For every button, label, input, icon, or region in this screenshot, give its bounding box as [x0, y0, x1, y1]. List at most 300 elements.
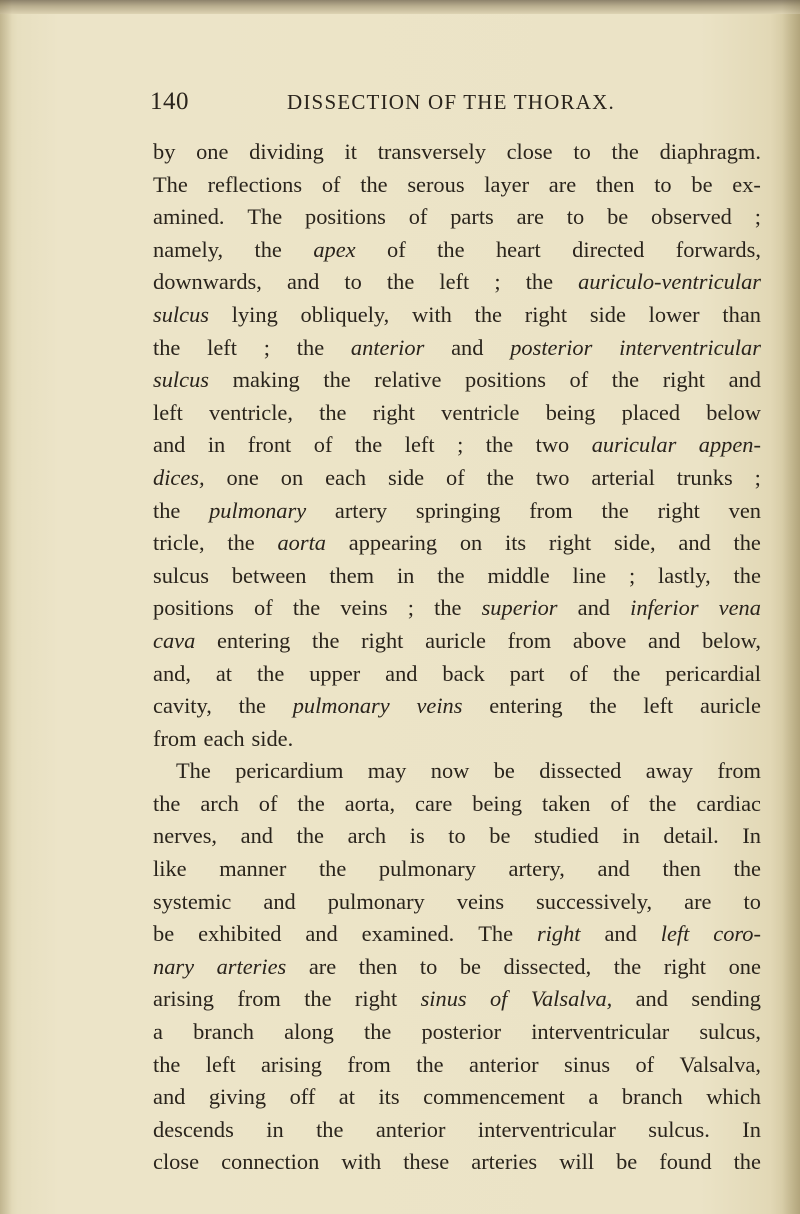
- word: positions: [465, 367, 546, 393]
- word: its: [378, 1084, 400, 1110]
- word: the: [601, 497, 629, 523]
- word: the: [364, 1019, 392, 1045]
- word: the: [733, 856, 761, 882]
- word: ventricle,: [209, 399, 293, 425]
- word: to: [419, 953, 438, 979]
- word: the: [434, 595, 462, 621]
- word: middle: [487, 562, 550, 588]
- word: the: [354, 432, 383, 458]
- word: its: [504, 530, 527, 556]
- word: upper: [309, 660, 361, 686]
- word: and: [451, 334, 484, 360]
- word: pulmonary: [378, 856, 476, 882]
- word: close: [506, 139, 553, 164]
- word: which: [706, 1084, 761, 1110]
- word: ;: [628, 562, 636, 588]
- word: right: [662, 367, 705, 393]
- word: close: [153, 1149, 200, 1175]
- word: to: [344, 269, 362, 295]
- text-line: [153, 820, 761, 853]
- word: branch: [193, 1019, 254, 1045]
- word: and: [678, 530, 711, 556]
- text-line: [153, 462, 761, 495]
- word: The: [176, 758, 211, 784]
- text-line: [153, 983, 761, 1016]
- word: found: [659, 1149, 712, 1175]
- word: being: [545, 399, 596, 425]
- word: and: [153, 1084, 186, 1110]
- italic-word: coro-: [713, 921, 761, 947]
- word: directed: [572, 236, 645, 262]
- word: anterior: [469, 1051, 539, 1077]
- word: the: [437, 236, 465, 262]
- word: positions: [153, 595, 234, 621]
- word: artery: [334, 497, 388, 523]
- word: and: [263, 888, 296, 914]
- word: the: [485, 432, 514, 458]
- word: the: [312, 627, 340, 653]
- italic-word: sinus: [420, 986, 467, 1012]
- word: the: [297, 790, 325, 816]
- word: dividing: [249, 139, 324, 164]
- text-line: [153, 755, 761, 788]
- word: ventricle: [441, 399, 520, 425]
- word: studied: [534, 823, 599, 849]
- word: a: [588, 1084, 599, 1110]
- word: making: [232, 367, 300, 393]
- word: Valsalva,: [679, 1051, 761, 1077]
- italic-word: dices,: [153, 464, 205, 490]
- text-line: [153, 201, 761, 234]
- italic-word: of: [489, 986, 508, 1012]
- word: lower: [648, 301, 700, 327]
- word: anterior: [375, 1116, 446, 1142]
- word: branch: [621, 1084, 683, 1110]
- text-line: [153, 918, 761, 951]
- word: be: [691, 171, 713, 197]
- word: forwards,: [675, 236, 761, 262]
- word: of: [313, 432, 333, 458]
- italic-word: veins: [416, 693, 463, 719]
- word: the: [611, 367, 640, 393]
- word: entering: [216, 627, 291, 653]
- word: at: [338, 1084, 355, 1110]
- word: arteries: [471, 1149, 538, 1175]
- word: ;: [754, 204, 761, 230]
- word: ;: [754, 464, 761, 490]
- word: be: [616, 1149, 638, 1175]
- page-title: DISSECTION OF THE THORAX.: [287, 90, 615, 114]
- word: one: [226, 464, 259, 490]
- word: are: [308, 953, 337, 979]
- text-line: [153, 592, 761, 625]
- word: and: [153, 432, 186, 458]
- word: a: [153, 1019, 163, 1045]
- word: artery,: [508, 856, 565, 882]
- word: and: [286, 269, 320, 295]
- word: away: [645, 758, 694, 784]
- text-line: [153, 723, 761, 756]
- word: arising: [260, 1051, 322, 1077]
- word: obliquely,: [300, 301, 390, 327]
- word: back: [442, 660, 485, 686]
- word: right: [548, 530, 592, 556]
- word: is: [409, 823, 425, 849]
- word: lastly,: [658, 562, 711, 588]
- italic-word: auriculo-ventricular: [578, 269, 761, 295]
- word: of: [446, 464, 465, 490]
- word: side: [589, 301, 626, 327]
- word: ven: [728, 497, 761, 523]
- italic-word: anterior: [350, 334, 425, 360]
- word: it: [344, 139, 357, 164]
- word: The: [153, 171, 188, 197]
- word: then: [595, 171, 635, 197]
- italic-word: Valsalva,: [530, 986, 613, 1012]
- word: serous: [407, 171, 465, 197]
- text-line: [153, 136, 761, 169]
- word: pericardial: [665, 660, 761, 686]
- word: and: [604, 921, 637, 947]
- text-line: [153, 495, 761, 528]
- word: The: [247, 204, 283, 230]
- word: veins: [340, 595, 388, 621]
- word: systemic: [153, 888, 232, 914]
- word: than: [722, 301, 761, 327]
- word: of: [610, 790, 630, 816]
- word: the: [319, 399, 347, 425]
- word: the: [733, 530, 761, 556]
- word: the: [611, 139, 639, 164]
- word: auricle: [425, 627, 486, 653]
- word: arch: [347, 823, 387, 849]
- word: taken: [541, 790, 591, 816]
- word: in: [207, 432, 226, 458]
- word: will: [559, 1149, 595, 1175]
- word: positions: [305, 204, 386, 230]
- text-line: [153, 625, 761, 658]
- word: and: [577, 595, 610, 621]
- word: sulcus.: [648, 1116, 710, 1142]
- word: front: [247, 432, 292, 458]
- word: one: [728, 953, 761, 979]
- italic-word: cava: [153, 627, 196, 653]
- word: be: [459, 953, 481, 979]
- text-line: [153, 886, 761, 919]
- word: pericardium: [235, 758, 344, 784]
- word: of: [635, 1051, 655, 1077]
- word: from: [717, 758, 761, 784]
- word: layer: [484, 171, 530, 197]
- italic-word: apex: [313, 236, 356, 262]
- italic-word: left: [660, 921, 690, 947]
- word: downwards,: [153, 269, 262, 295]
- text-line: [153, 364, 761, 397]
- word: the: [153, 334, 181, 360]
- word: the: [589, 693, 617, 719]
- word: with: [341, 1149, 382, 1175]
- word: to: [448, 823, 466, 849]
- word: left: [439, 269, 470, 295]
- text-line: [153, 1146, 761, 1179]
- italic-word: posterior: [510, 334, 593, 360]
- word: interventricular: [477, 1116, 616, 1142]
- word: the: [416, 1051, 444, 1077]
- word: are: [516, 204, 544, 230]
- word: on: [459, 530, 483, 556]
- word: above: [572, 627, 627, 653]
- word: side.: [251, 725, 294, 751]
- word: two: [535, 432, 570, 458]
- word: like: [153, 856, 187, 882]
- word: the: [153, 497, 181, 523]
- word: right: [372, 399, 415, 425]
- word: descends: [153, 1116, 234, 1142]
- text-line: [153, 1049, 761, 1082]
- word: the: [304, 986, 332, 1012]
- word: commencement: [423, 1084, 565, 1110]
- word: to: [743, 888, 761, 914]
- word: auricle: [699, 693, 761, 719]
- word: observed: [651, 204, 732, 230]
- word: interventricular: [531, 1019, 670, 1045]
- word: from: [507, 627, 552, 653]
- word: placed: [621, 399, 681, 425]
- word: dissected: [539, 758, 622, 784]
- word: right: [361, 627, 404, 653]
- word: to: [654, 171, 672, 197]
- text-line: [153, 853, 761, 886]
- word: each: [203, 725, 245, 751]
- word: the: [153, 1051, 181, 1077]
- word: right: [524, 301, 568, 327]
- word: are: [684, 888, 712, 914]
- word: below: [706, 399, 761, 425]
- word: the: [323, 367, 351, 393]
- italic-word: inferior: [630, 595, 699, 621]
- text-line: [153, 1081, 761, 1114]
- italic-word: vena: [718, 595, 761, 621]
- word: left: [207, 334, 237, 360]
- word: the: [238, 693, 266, 719]
- italic-word: nary: [153, 953, 195, 979]
- word: the: [437, 562, 465, 588]
- text-line: [153, 234, 761, 267]
- text-line: [153, 1016, 761, 1049]
- word: diaphragm.: [659, 139, 761, 164]
- word: each: [325, 464, 367, 490]
- word: the: [360, 171, 388, 197]
- text-line: [153, 397, 761, 430]
- word: line: [572, 562, 607, 588]
- word: sulcus: [153, 562, 209, 588]
- word: cavity,: [153, 693, 212, 719]
- word: left: [404, 432, 435, 458]
- word: the: [296, 334, 325, 360]
- word: these: [403, 1149, 450, 1175]
- italic-word: sulcus: [153, 301, 209, 327]
- word: at: [215, 660, 233, 686]
- word: left: [153, 399, 183, 425]
- word: In: [742, 823, 761, 849]
- binding-shadow: [0, 0, 12, 1214]
- word: tricle,: [153, 530, 205, 556]
- word: the: [318, 856, 347, 882]
- word: posterior: [421, 1019, 502, 1045]
- word: sulcus,: [699, 1019, 761, 1045]
- word: with: [412, 301, 452, 327]
- word: sending: [691, 986, 761, 1012]
- word: transversely: [377, 139, 486, 164]
- word: the: [733, 562, 761, 588]
- body-text: [153, 136, 761, 1179]
- word: the: [649, 790, 677, 816]
- word: below,: [702, 627, 761, 653]
- text-line: [153, 788, 761, 821]
- word: detail.: [663, 823, 719, 849]
- word: the: [612, 660, 641, 686]
- word: entering: [489, 693, 563, 719]
- word: and: [648, 627, 681, 653]
- italic-word: pulmonary: [292, 693, 390, 719]
- word: left: [643, 693, 674, 719]
- italic-word: sulcus: [153, 367, 209, 393]
- word: The: [478, 921, 514, 947]
- text-line: [153, 560, 761, 593]
- word: manner: [219, 856, 287, 882]
- word: then: [358, 953, 398, 979]
- word: springing: [415, 497, 501, 523]
- word: connection: [221, 1149, 320, 1175]
- word: part: [509, 660, 545, 686]
- word: the: [316, 1116, 344, 1142]
- text-line: [153, 658, 761, 691]
- word: ;: [407, 595, 414, 621]
- word: the: [292, 595, 321, 621]
- word: be: [153, 921, 175, 947]
- word: and: [728, 367, 761, 393]
- italic-word: pulmonary: [209, 497, 307, 523]
- word: one: [196, 139, 229, 164]
- word: be: [489, 823, 511, 849]
- word: of: [569, 367, 589, 393]
- scan-top-edge: [0, 0, 800, 14]
- word: and: [305, 921, 338, 947]
- word: arch: [200, 790, 239, 816]
- word: and: [385, 660, 418, 686]
- word: arterial: [591, 464, 655, 490]
- word: of: [569, 660, 588, 686]
- word: ;: [494, 269, 501, 295]
- word: nerves,: [153, 823, 218, 849]
- text-line: [153, 332, 761, 365]
- word: giving: [208, 1084, 267, 1110]
- word: of: [258, 790, 278, 816]
- word: and,: [153, 660, 191, 686]
- text-line: [153, 266, 761, 299]
- word: two: [535, 464, 570, 490]
- word: from: [237, 986, 281, 1012]
- word: examined.: [361, 921, 455, 947]
- italic-word: right: [536, 921, 581, 947]
- word: ;: [457, 432, 464, 458]
- word: the: [254, 236, 282, 262]
- word: now: [430, 758, 470, 784]
- word: of: [321, 171, 341, 197]
- word: the: [153, 790, 181, 816]
- word: the: [386, 269, 415, 295]
- word: In: [742, 1116, 761, 1142]
- text-line: [153, 690, 761, 723]
- italic-word: arteries: [216, 953, 287, 979]
- word: the: [613, 953, 642, 979]
- word: heart: [495, 236, 541, 262]
- word: the: [525, 269, 554, 295]
- text-line: [153, 527, 761, 560]
- word: dissected,: [503, 953, 592, 979]
- page-edge-shadow: [782, 0, 800, 1214]
- word: namely,: [153, 236, 224, 262]
- word: left: [205, 1051, 236, 1077]
- word: of: [254, 595, 273, 621]
- word: to: [573, 139, 591, 164]
- word: aorta,: [344, 790, 396, 816]
- word: are: [548, 171, 577, 197]
- word: parts: [450, 204, 494, 230]
- word: along: [284, 1019, 334, 1045]
- word: between: [231, 562, 307, 588]
- word: be: [607, 204, 629, 230]
- word: the: [733, 1149, 761, 1175]
- word: sinus: [564, 1051, 611, 1077]
- word: the: [474, 301, 502, 327]
- text-line: [153, 169, 761, 202]
- italic-word: aorta: [277, 530, 327, 556]
- word: and: [240, 823, 273, 849]
- word: the: [296, 823, 324, 849]
- word: of: [408, 204, 428, 230]
- page-number: 140: [150, 88, 189, 115]
- word: right: [663, 953, 706, 979]
- word: cardiac: [696, 790, 761, 816]
- word: in: [622, 823, 640, 849]
- word: the: [486, 464, 514, 490]
- word: by: [153, 139, 176, 164]
- word: from: [529, 497, 573, 523]
- word: the: [227, 530, 255, 556]
- word: side: [388, 464, 425, 490]
- text-line: [153, 429, 761, 462]
- word: in: [396, 562, 415, 588]
- word: then: [662, 856, 702, 882]
- word: and: [635, 986, 668, 1012]
- text-line: [153, 299, 761, 332]
- word: right: [354, 986, 398, 1012]
- running-head: [150, 88, 770, 118]
- word: from: [347, 1051, 391, 1077]
- word: and: [597, 856, 630, 882]
- word: ;: [263, 334, 270, 360]
- word: lying: [231, 301, 278, 327]
- word: them: [329, 562, 375, 588]
- italic-word: superior: [481, 595, 558, 621]
- word: from: [153, 725, 197, 751]
- word: veins: [456, 888, 505, 914]
- word: successively,: [536, 888, 653, 914]
- word: relative: [374, 367, 442, 393]
- word: to: [566, 204, 585, 230]
- word: appearing: [348, 530, 438, 556]
